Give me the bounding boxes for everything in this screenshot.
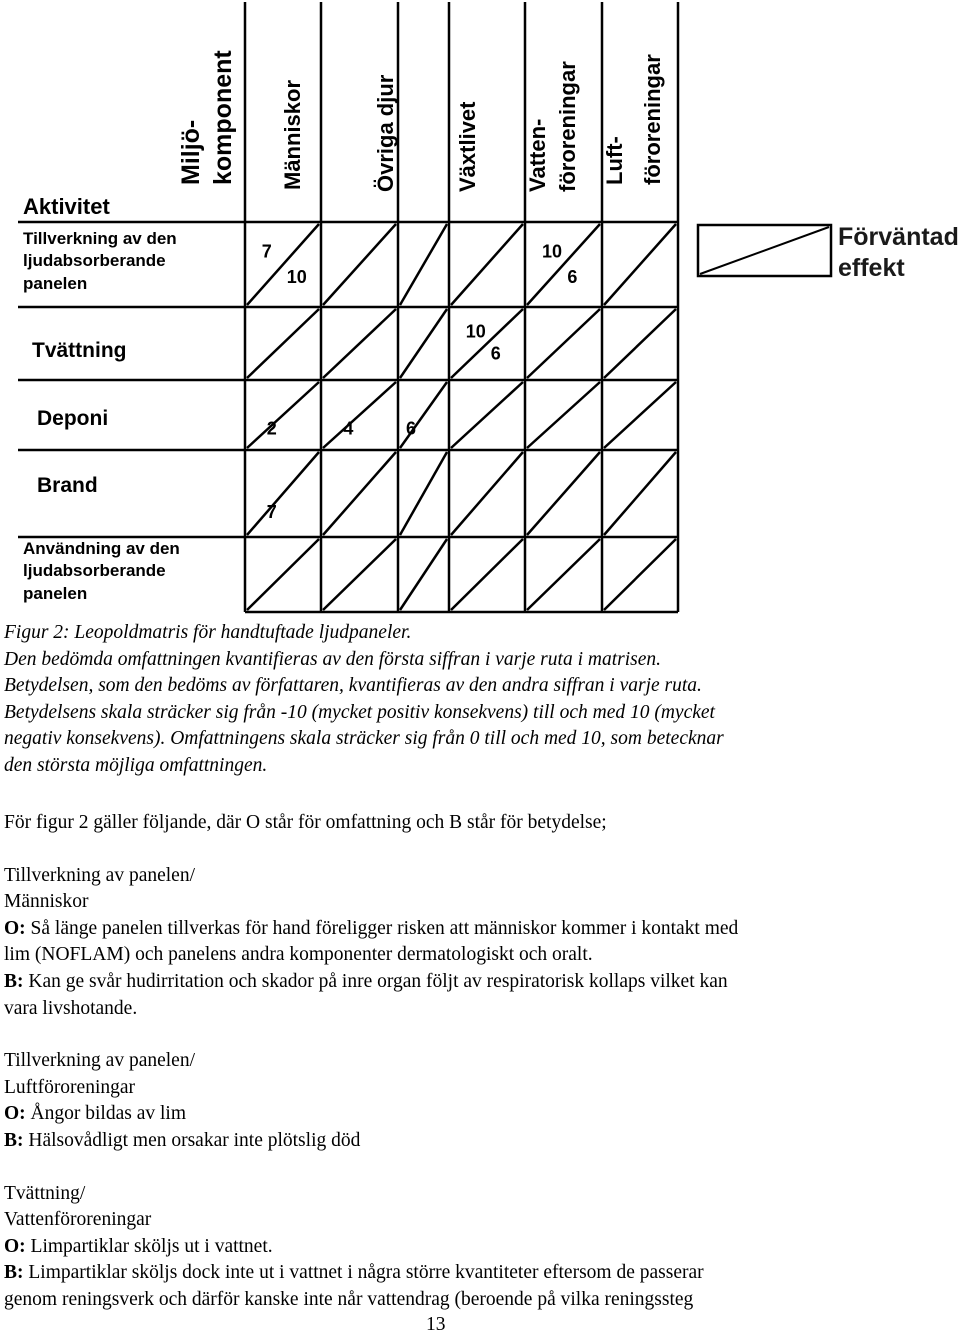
cell-diagonal [527, 452, 600, 535]
o-label: O: [4, 1235, 26, 1257]
figure-caption [4, 620, 952, 780]
cell-diagonal [400, 309, 447, 378]
row-header-1: panelen [23, 274, 88, 293]
o-text: Limpartiklar sköljs ut i vattnet. [30, 1235, 273, 1257]
b-label: B: [4, 1129, 24, 1151]
cell-value-second: 6 [406, 418, 417, 439]
b-text: Hälsovådligt men orsakar inte plötslig död [28, 1129, 361, 1151]
column-header-5: Luft- [602, 136, 627, 185]
corner-label-line2: komponent [209, 50, 237, 185]
section-heading: Vattenföroreningar [4, 1209, 152, 1231]
column-header-5: föroreningar [640, 54, 665, 185]
section-heading: Tvättning/ [4, 1182, 86, 1204]
cell-value-second: 4 [343, 418, 354, 439]
o-text: Så länge panelen tillverkas för hand föreligger risken att människor kommer i kontakt med [30, 917, 739, 939]
row-header-5: panelen [23, 584, 88, 603]
cell-value-second: 10 [286, 267, 307, 288]
cell-diagonal [247, 382, 319, 448]
caption-line: Betydelsens skala sträcker sig från -10 (mycket positiv konsekvens) till och med 10 (mycket [4, 701, 715, 723]
b-label: B: [4, 1262, 24, 1284]
column-headers [280, 54, 665, 192]
cell-diagonal [400, 452, 447, 535]
cell-diagonal [527, 224, 600, 305]
cell-diagonal [604, 539, 676, 610]
cell-value-second: 2 [266, 418, 277, 439]
b-text: Kan ge svår hudirritation och skador på inre organ följt av respiratorisk kollaps vilket kan [28, 970, 728, 992]
caption-line: den största möjliga omfattningen. [4, 754, 268, 776]
corner-label-line1: Miljö- [177, 119, 205, 185]
section-heading: Tillverkning av panelen/ [4, 1050, 196, 1072]
column-header-1: Människor [280, 79, 305, 190]
row-header-1: ljudabsorberande [23, 251, 166, 270]
leopold-matrix [0, 0, 960, 615]
row-header-3: Deponi [37, 407, 109, 430]
legend-label-line2: effekt [838, 254, 905, 282]
cell-diagonal [451, 539, 523, 610]
o-label: O: [4, 917, 26, 939]
cell-diagonal [323, 309, 396, 378]
section-heading: Luftföroreningar [4, 1076, 136, 1098]
caption-line: Figur 2: Leopoldmatris för handtuftade ljudpaneler. [4, 622, 412, 643]
section-tvattning-vatten [4, 1181, 952, 1314]
caption-line: Betydelsen, som den bedöms av författaren, kvantifieras av den andra siffran i varje ruta. [4, 675, 702, 697]
cell-diagonal [527, 539, 600, 610]
cell-diagonal [323, 539, 396, 610]
row-header-5: ljudabsorberande [23, 561, 166, 580]
row-headers [23, 229, 180, 603]
section-tillverkning-luft [4, 1048, 952, 1154]
b-text: genom reningsverk och därför kanske inte når vattendrag (beroende på vilka reningssteg [4, 1288, 694, 1310]
cell-diagonal [247, 452, 319, 535]
cell-diagonal [527, 382, 600, 448]
cell-value-first: 10 [465, 321, 486, 342]
o-text: Ångor bildas av lim [30, 1103, 186, 1125]
cell-diagonal [323, 224, 396, 305]
cell-diagonal [323, 382, 396, 448]
cell-value-first: 7 [261, 241, 272, 262]
cell-diagonal [247, 309, 319, 378]
column-header-4: Vatten- [525, 118, 550, 192]
row-header-1: Tillverkning av den [23, 229, 177, 248]
cell-diagonal [527, 309, 600, 378]
cell-diagonal [451, 382, 523, 448]
section-tillverkning-manniskor [4, 863, 952, 1023]
activity-header: Aktivitet [23, 194, 110, 219]
cell-diagonal [400, 539, 447, 610]
cell-values [262, 242, 578, 522]
section-heading: Tillverkning av panelen/ [4, 864, 196, 886]
o-label: O: [4, 1103, 26, 1125]
cell-value-second: 6 [490, 343, 501, 364]
cell-diagonal [604, 382, 676, 448]
cell-diagonal [247, 224, 319, 305]
matrix-diagonals [247, 224, 676, 610]
cell-diagonal [400, 224, 447, 305]
body-text [4, 810, 952, 1314]
section-heading: Människor [4, 891, 89, 913]
page-number: 13 [426, 1314, 446, 1335]
caption-line: Den bedömda omfattningen kvantifieras av den första siffran i varje ruta i matrisen. [4, 648, 661, 670]
row-header-5: Användning av den [23, 539, 180, 558]
legend-label-line1: Förväntad [838, 223, 959, 251]
cell-diagonal [247, 539, 319, 610]
column-header-4: föroreningar [555, 61, 580, 192]
row-header-2: Tvättning [32, 339, 127, 362]
o-text: lim (NOFLAM) och panelens andra komponenter dermatologiskt och oralt. [4, 944, 593, 966]
cell-value-second: 6 [567, 267, 578, 288]
row-header-4: Brand [37, 474, 98, 497]
b-text: Limpartiklar sköljs dock inte ut i vattnet i några större kvantiteter eftersom de passerar [28, 1262, 704, 1284]
cell-value-second: 7 [266, 501, 277, 522]
column-header-2: Övriga djur [373, 74, 398, 192]
cell-diagonal [451, 452, 523, 535]
intro-paragraph: För figur 2 gäller följande, där O står för omfattning och B står för betydelse; [4, 812, 607, 833]
cell-value-first: 10 [541, 241, 562, 262]
column-header-3: Växtlivet [455, 101, 480, 192]
legend [698, 223, 959, 282]
cell-diagonal [604, 224, 676, 305]
cell-diagonal [451, 309, 523, 378]
b-text: vara livshotande. [4, 997, 138, 1019]
caption-line: negativ konsekvens). Omfattningens skala sträcker sig från 0 till och med 10, som betecknar [4, 728, 724, 750]
cell-diagonal [323, 452, 396, 535]
cell-diagonal [604, 309, 676, 378]
cell-diagonal [451, 224, 523, 305]
b-label: B: [4, 970, 24, 992]
cell-diagonal [604, 452, 676, 535]
